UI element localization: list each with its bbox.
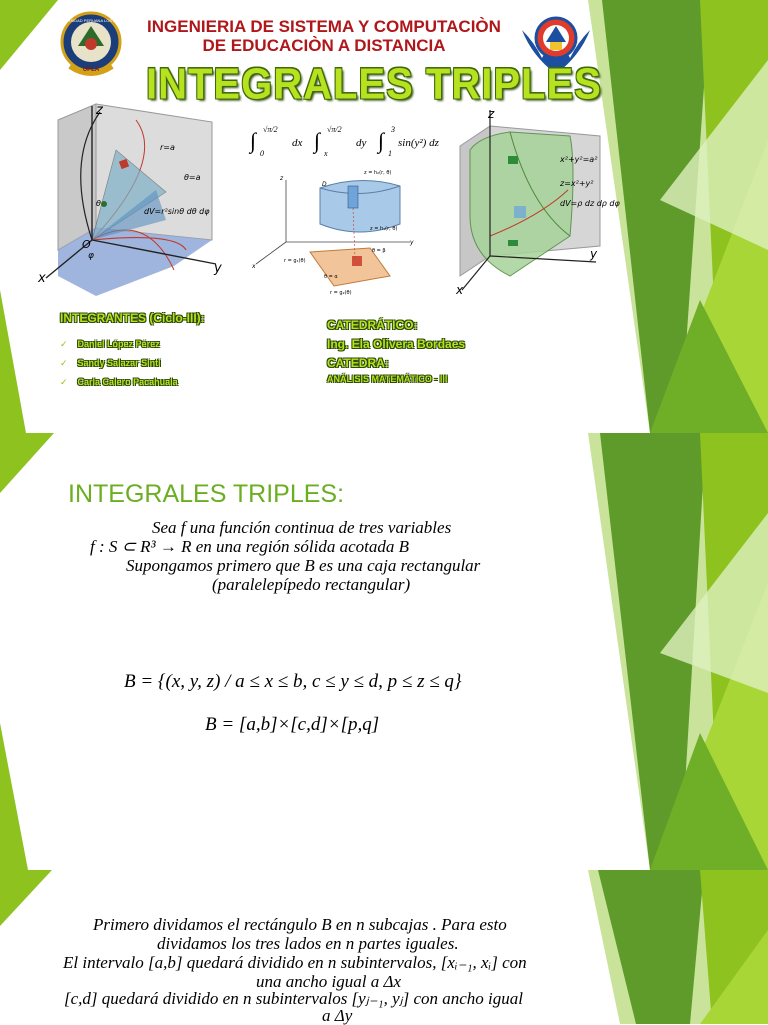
- svg-text:x: x: [456, 283, 464, 297]
- svg-text:z: z: [96, 103, 103, 118]
- svg-text:θ: θ: [96, 199, 101, 208]
- svg-text:∫: ∫: [314, 128, 321, 153]
- section-heading: INTEGRALES TRIPLES:: [68, 480, 345, 508]
- subdivision-line-1: Primero dividamos el rectángulo B en n subcajas . Para esto: [93, 915, 507, 934]
- chair-heading: CATEDRA:: [327, 356, 389, 370]
- svg-text:z=x²+y²: z=x²+y²: [560, 179, 594, 188]
- svg-text:x: x: [252, 263, 256, 270]
- member-name: Daniel López Pérez: [77, 339, 160, 349]
- triple-integral-expression: [248, 120, 478, 160]
- svg-text:y: y: [410, 239, 414, 246]
- svg-text:1: 1: [388, 149, 392, 158]
- svg-text:D: D: [322, 181, 327, 188]
- svg-text:dy: dy: [356, 137, 367, 149]
- list-item: [60, 353, 178, 372]
- svg-text:r = g₂(θ): r = g₂(θ): [330, 290, 352, 296]
- check-icon: ✓: [60, 377, 68, 387]
- banner-line-2: DE EDUCACIÒN A DISTANCIA: [202, 36, 446, 55]
- svg-text:y: y: [214, 261, 222, 276]
- teacher-name: Ing. Ela Olivera Bordaes: [327, 337, 466, 351]
- subdivision-line-3: El intervalo [a,b] quedará dividido en n subintervalos, [xᵢ₋₁, xᵢ] con: [63, 953, 527, 972]
- svg-text:∫: ∫: [250, 128, 257, 153]
- cylindrical-region-diagram: [250, 160, 418, 300]
- list-item: [60, 334, 178, 353]
- slide-definition: [0, 433, 768, 870]
- svg-text:dV=ρ dz dρ dφ: dV=ρ dz dρ dφ: [560, 199, 620, 208]
- svg-text:z = h₁(r, θ): z = h₁(r, θ): [370, 226, 398, 232]
- paraboloid-cylinder-diagram: [450, 106, 620, 296]
- slide-subdivision: [0, 870, 768, 1024]
- definition-line-1: Sea f una función continua de tres variables: [152, 518, 452, 537]
- slide-title: [0, 0, 768, 433]
- svg-text:UNIVERSIDAD PERUANA LOS ANDES: UNIVERSIDAD PERUANA LOS ANDES: [55, 18, 127, 23]
- members-heading: INTEGRANTES (Ciclo-III):: [60, 311, 205, 325]
- set-equation: B = {(x, y, z) / a ≤ x ≤ b, c ≤ y ≤ d, p ≤ z ≤ q}: [124, 671, 462, 692]
- svg-text:θ = α: θ = α: [324, 274, 338, 280]
- page-title: INTEGRALES TRIPLES: [146, 59, 602, 109]
- box-equation: B = [a,b]×[c,d]×[p,q]: [205, 714, 380, 735]
- svg-text:sin(y²) dz: sin(y²) dz: [398, 137, 439, 149]
- banner-line-1: INGENIERIA DE SISTEMA Y COMPUTACIÒN: [147, 17, 501, 36]
- svg-text:x: x: [324, 149, 328, 158]
- svg-text:dV=r²sinθ dθ dφ: dV=r²sinθ dθ dφ: [144, 207, 210, 216]
- svg-text:0: 0: [260, 149, 264, 158]
- check-icon: ✓: [60, 339, 68, 349]
- svg-text:dx: dx: [292, 137, 303, 149]
- svg-text:x²+y²=a²: x²+y²=a²: [560, 155, 598, 164]
- svg-text:r = g₁(θ): r = g₁(θ): [284, 258, 306, 264]
- svg-text:θ=a: θ=a: [184, 173, 201, 182]
- subdivision-line-4: una ancho igual a Δx: [256, 972, 402, 991]
- svg-text:θ = β: θ = β: [372, 248, 386, 254]
- svg-text:r=a: r=a: [160, 143, 175, 152]
- member-name: Sandy Salazar Sinti: [77, 358, 161, 368]
- list-item: [60, 372, 178, 391]
- svg-text:√π/2: √π/2: [263, 125, 278, 134]
- subdivision-line-5: [c,d] quedará dividido en n subintervalos [yⱼ₋₁, yⱼ] con ancho igual: [64, 989, 523, 1008]
- definition-line-3: Supongamos primero que B es una caja rectangular: [126, 556, 481, 575]
- teacher-heading: CATEDRÁTICO:: [327, 318, 418, 332]
- member-name: Carla Calero Pacahuala: [77, 377, 178, 387]
- subdivision-line-6: a Δy: [322, 1006, 353, 1025]
- svg-text:y: y: [590, 247, 598, 261]
- svg-text:√π/2: √π/2: [327, 125, 342, 134]
- svg-text:O: O: [82, 238, 91, 251]
- svg-text:3: 3: [391, 125, 395, 134]
- svg-text:∫: ∫: [378, 128, 385, 153]
- svg-text:z: z: [488, 107, 495, 121]
- spherical-coordinates-diagram: [36, 100, 236, 290]
- members-list: [60, 334, 178, 391]
- university-crest-logo: [55, 10, 127, 78]
- svg-text:x: x: [38, 271, 46, 286]
- check-icon: ✓: [60, 358, 68, 368]
- subdivision-line-2: dividamos los tres lados en n partes iguales.: [157, 934, 459, 953]
- definition-line-4: (paralelepípedo rectangular): [212, 575, 411, 594]
- definition-line-2: f : S ⊂ R³ → R en una región sólida acotada B: [90, 537, 410, 556]
- svg-text:z: z: [280, 175, 284, 182]
- svg-text:φ: φ: [88, 251, 94, 261]
- program-banner: [114, 17, 534, 55]
- chair-name: ANÁLISIS MATEMÁTICO - III: [327, 374, 448, 384]
- svg-text:z = h₂(r, θ): z = h₂(r, θ): [364, 170, 392, 176]
- svg-text:UPLA: UPLA: [82, 67, 100, 73]
